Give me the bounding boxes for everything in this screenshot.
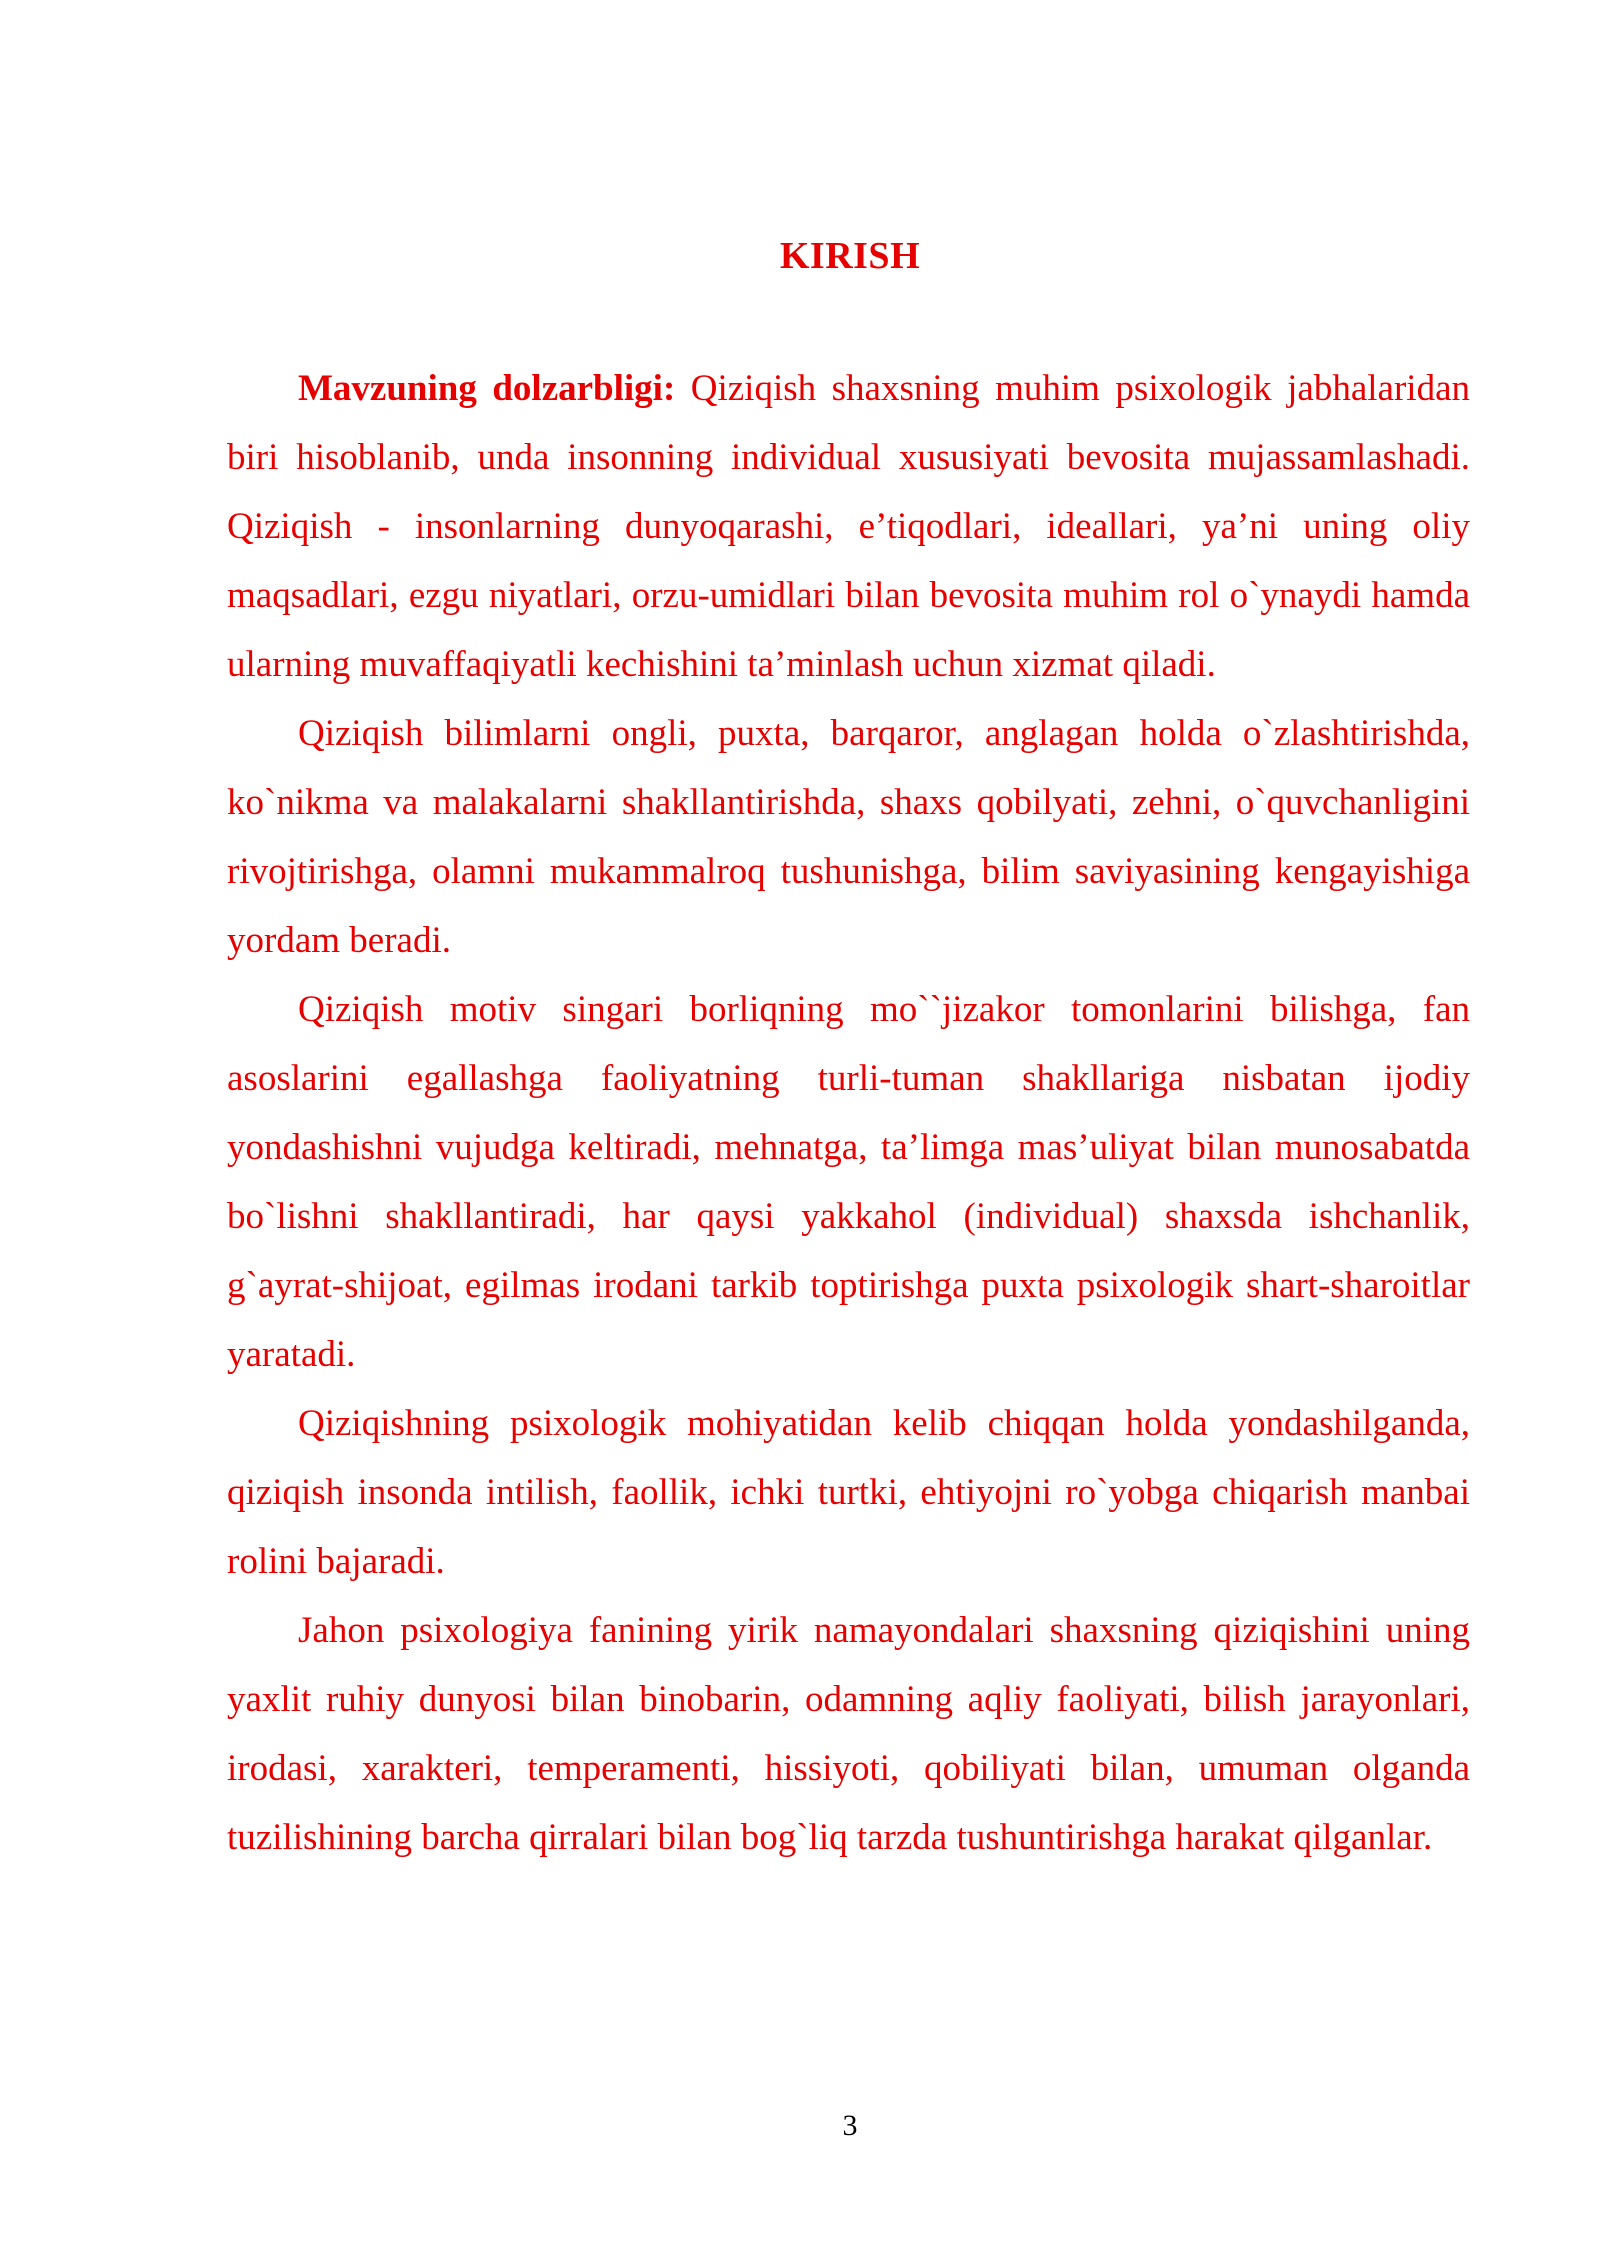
paragraph-text: Jahon psixologiya fanining yirik namayondalari shaxsning qiziqishini uning yaxlit ruhiy dunyosi bilan binobarin, odamning aqliy faoliyati, bilish jarayonlari, irodasi, xarakteri, temperamenti, hissiyoti, qobiliyati bilan, umuman olganda tuzilishining barcha qirralari bilan bog`liq tarzda tushuntirishga harakat qilganlar. — [227, 1610, 1470, 1858]
body-text — [227, 354, 1470, 1872]
paragraph-text: Qiziqish shaxsning muhim psixologik jabhalaridan biri hisoblanib, unda insonning individual xususiyati bevosita mujassamlashadi. Qiziqish - insonlarning dunyoqarashi, e’tiqodlari, ideallari, ya’ni uning oliy maqsadlari, ezgu niyatlari, orzu-umidlari bilan bevosita muhim rol o`ynaydi hamda ularning muvaffaqiyatli kechishini ta’minlash uchun xizmat qiladi. — [227, 368, 1470, 685]
paragraph — [227, 1389, 1470, 1596]
paragraph-text: Qiziqishning psixologik mohiyatidan kelib chiqqan holda yondashilganda, qiziqish insonda intilish, faollik, ichki turtki, ehtiyojni ro`yobga chiqarish manbai rolini bajaradi. — [227, 1403, 1470, 1582]
paragraph — [227, 1596, 1470, 1872]
paragraph — [227, 975, 1470, 1389]
paragraph-text: Qiziqish bilimlarni ongli, puxta, barqaror, anglagan holda o`zlashtirishda, ko`nikma va malakalarni shakllantirishda, shaxs qobilyati, zehni, o`quvchanligini rivojtirishga, olamni mukammalroq tushunishga, bilim saviyasining kengayishiga yordam beradi. — [227, 713, 1470, 961]
page-number: 3 — [842, 2109, 858, 2142]
paragraph — [227, 699, 1470, 975]
section-heading: KIRISH — [779, 235, 921, 277]
paragraph-relevance — [227, 354, 1470, 699]
paragraph-text: Qiziqish motiv singari borliqning mo``jizakor tomonlarini bilishga, fan asoslarini egallashga faoliyatning turli-tuman shakllariga nisbatan ijodiy yondashishni vujudga keltiradi, mehnatga, ta’limga mas’uliyat bilan munosabatda bo`lishni shakllantiradi, har qaysi yakkahol (individual) shaxsda ishchanlik, g`ayrat-shijoat, egilmas irodani tarkib toptirishga puxta psixologik shart-sharoitlar yaratadi. — [227, 989, 1470, 1375]
paragraph-lead-label: Mavzuning dolzarbligi: — [298, 368, 676, 409]
